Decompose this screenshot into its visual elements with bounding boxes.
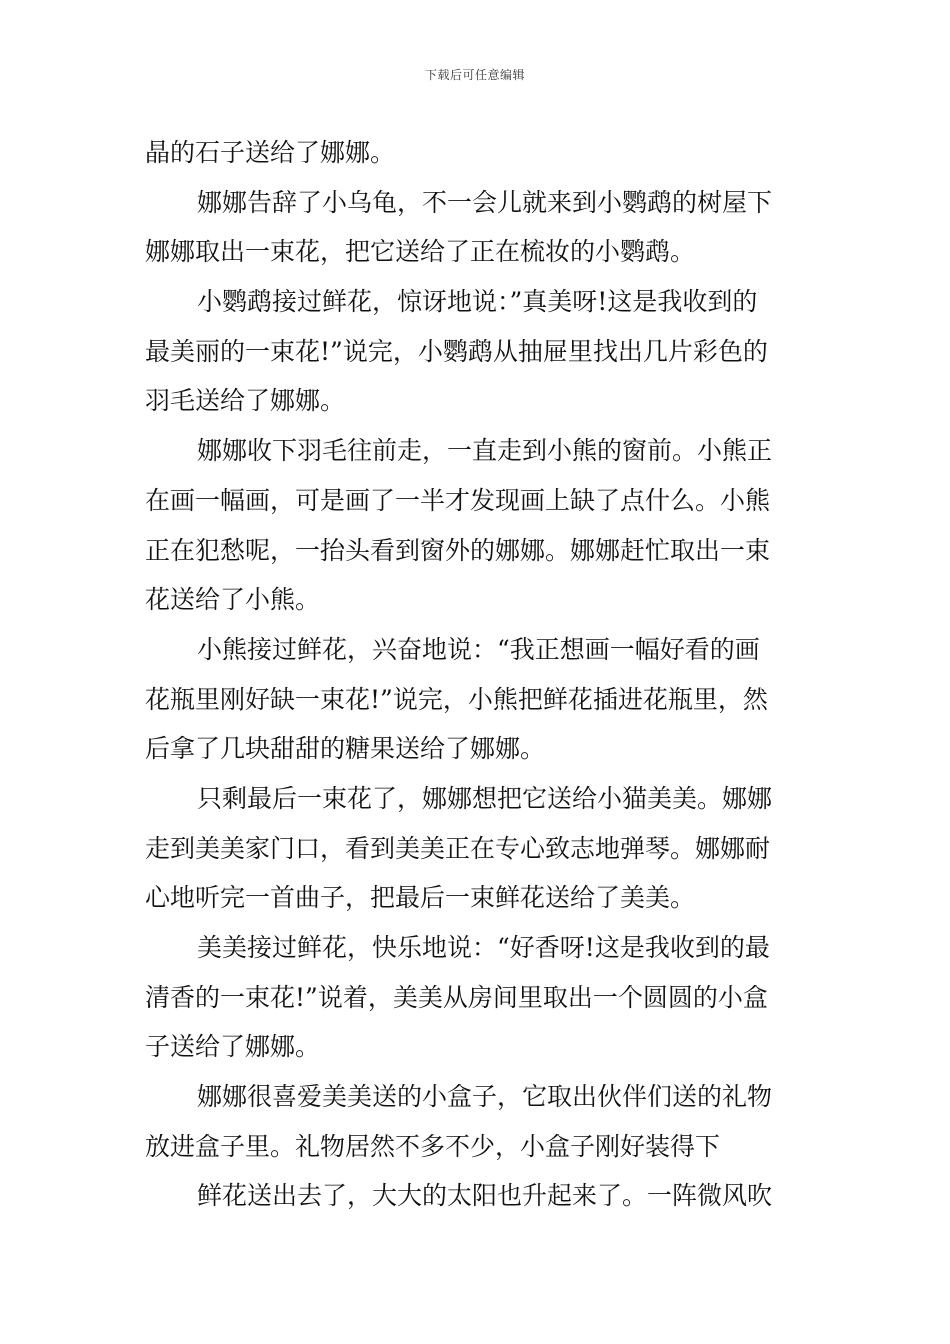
text-line: 小熊接过鲜花，兴奋地说：“我正想画一幅好看的画: [197, 634, 760, 664]
text-line: 心地听完一首曲子，把最后一束鲜花送给了美美。: [145, 883, 696, 913]
text-line: 羽毛送给了娜娜。: [145, 386, 346, 416]
text-line: 花瓶里刚好缺一束花!”说完，小熊把鲜花插进花瓶里，然: [145, 684, 768, 714]
text-line: 只剩最后一束花了，娜娜想把它送给小猫美美。娜娜: [197, 783, 773, 813]
story-text: [145, 128, 815, 1221]
text-line: 花送给了小熊。: [145, 585, 321, 615]
text-line: 子送给了娜娜。: [145, 1032, 321, 1062]
text-line: 美美接过鲜花，快乐地说：“好香呀!这是我收到的最: [197, 933, 770, 962]
text-line: 在画一幅画，可是画了一半才发现画上缺了点什么。小熊: [145, 485, 771, 515]
text-line: 小鹦鹉接过鲜花，惊讶地说：”真美呀!这是我收到的: [197, 287, 758, 317]
text-line: 清香的一束花!”说着，美美从房间里取出一个圆圆的小盒: [145, 982, 768, 1012]
text-line: 放进盒子里。礼物居然不多不少，小盒子刚好装得下: [145, 1131, 721, 1161]
text-line: 后拿了几块甜甜的糖果送给了娜娜。: [145, 734, 546, 764]
text-line: 最美丽的一束花!”说完，小鹦鹉从抽屉里找出几片彩色的: [145, 336, 768, 366]
text-line: 晶的石子送给了娜娜。: [145, 138, 396, 167]
text-line: 娜娜告辞了小乌龟，不一会儿就来到小鹦鹉的树屋下: [197, 187, 773, 217]
page-header: 下载后可任意编辑: [424, 68, 525, 82]
text-line: 走到美美家门口，看到美美正在专心致志地弹琴。娜娜耐: [145, 833, 771, 863]
text-line: 娜娜很喜爱美美送的小盒子，它取出伙伴们送的礼物: [197, 1082, 773, 1112]
text-line: 娜娜取出一束花，把它送给了正在梳妆的小鹦鹉。: [145, 237, 696, 267]
text-line: 鲜花送出去了，大大的太阳也升起来了。一阵微风吹: [197, 1181, 773, 1211]
text-line: 娜娜收下羽毛往前走，一直走到小熊的窗前。小熊正: [197, 436, 773, 466]
text-line: 正在犯愁呢，一抬头看到窗外的娜娜。娜娜赶忙取出一束: [145, 535, 771, 565]
